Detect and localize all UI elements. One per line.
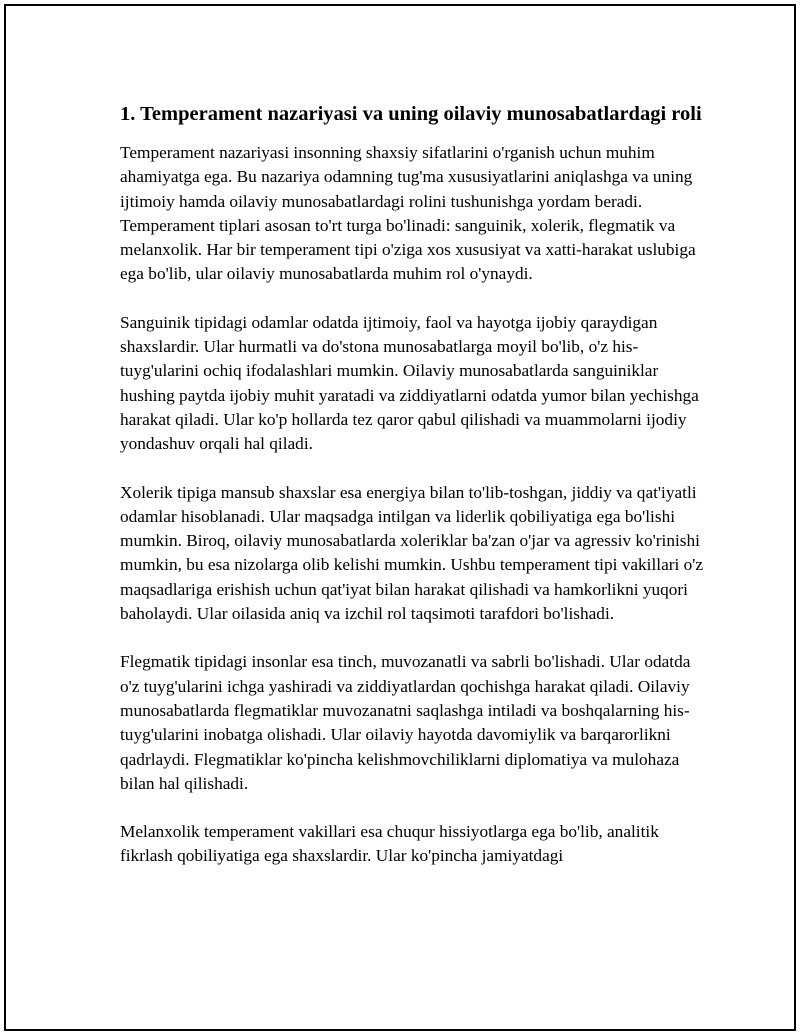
page-frame (4, 4, 796, 1031)
document-body (120, 100, 706, 893)
paragraph-sanguine: Sanguinik tipidagi odamlar odatda ijtimoiy, faol va hayotga ijobiy qaraydigan shaxslardir. Ular hurmatli va do'stona munosabatlarga moyil bo'lib, o'z his-tuyg'ularini ochiq ifodalashlari mumkin. Oilaviy munosabatlarda sanguiniklar hushing paytda ijobiy muhit yaratadi va ziddiyatlarni odatda yumor bilan yechishga harakat qiladi. Ular ko'p hollarda tez qaror qabul qilishadi va muammolarni ijodiy yondashuv orqali hal qiladi. (120, 312, 699, 454)
paragraph-phlegmatic: Flegmatik tipidagi insonlar esa tinch, muvozanatli va sabrli bo'lishadi. Ular odatda o'z tuyg'ularini ichga yashiradi va ziddiyatlardan qochishga harakat qiladi. Oilaviy munosabatlarda flegmatiklar muvozanatni saqlashga intiladi va boshqalarning his-tuyg'ularini inobatga olishadi. Ular oilaviy hayotda davomiylik va barqarorlikni qadrlaydi. Flegmatiklar ko'pincha kelishmovchiliklarni diplomatiya va mulohaza bilan hal qilishadi. (120, 652, 691, 793)
paragraph-intro: Temperament nazariyasi insonning shaxsiy sifatlarini o'rganish uchun muhim ahamiyatga ega. Bu nazariya odamning tug'ma xususiyatlarini aniqlashga va uning ijtimoiy hamda oilaviy munosabatlardagi rolini tushunishga yordam beradi. Temperament tiplari asosan to'rt turga bo'linadi: sanguinik, xolerik, flegmatik va melanxolik. Har bir temperament tipi o'ziga xos xususiyat va xatti-harakat uslubiga ega bo'lib, ular oilaviy munosabatlarda muhim rol o'ynaydi. (120, 143, 696, 284)
section-heading: 1. Temperament nazariyasi va uning oilaviy munosabatlardagi roli (120, 103, 702, 125)
paragraph-choleric: Xolerik tipiga mansub shaxslar esa energiya bilan to'lib-toshgan, jiddiy va qat'iyatli odamlar hisoblanadi. Ular maqsadga intilgan va liderlik qobiliyatiga ega bo'lishi mumkin. Biroq, oilaviy munosabatlarda xoleriklar ba'zan o'jar va agressiv ko'rinishi mumkin, bu esa nizolarga olib kelishi mumkin. Ushbu temperament tipi vakillari o'z maqsadlariga erishish uchun qat'iyat bilan harakat qilishadi va hamkorlikni yuqori baholaydi. Ular oilasida aniq va izchil rol taqsimoti tarafdori bo'lishadi. (120, 482, 704, 624)
paragraph-melancholic: Melanxolik temperament vakillari esa chuqur hissiyotlarga ega bo'lib, analitik fikrlash qobiliyatiga ega shaxslardir. Ular ko'pincha jamiyatdagi (120, 822, 659, 866)
